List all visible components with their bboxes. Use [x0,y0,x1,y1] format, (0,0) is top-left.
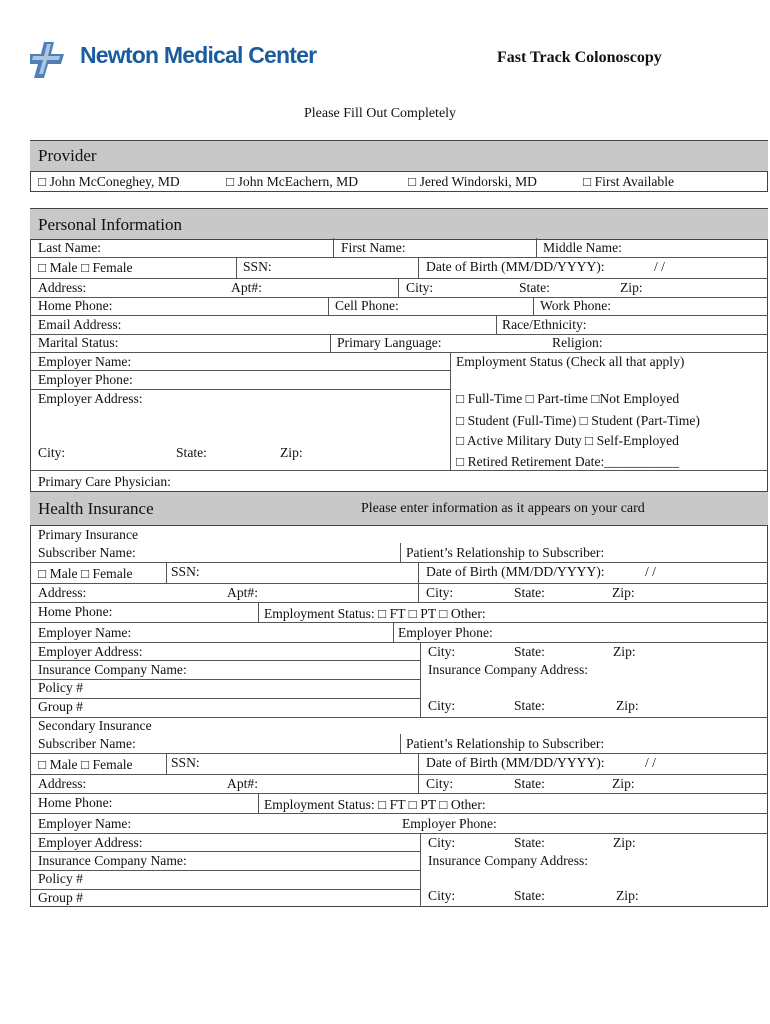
primary-employer-phone-label: Employer Phone: [398,625,493,640]
fill-instruction: Please Fill Out Completely [304,106,457,121]
primary-address-label: Address: [38,585,87,600]
employment-option-row-1[interactable]: □ Full-Time □ Part-time □Not Employed [456,391,680,406]
primary-company-state-label: State: [514,698,545,713]
secondary-ssn-label: SSN: [171,755,200,770]
apt-label: Apt#: [231,280,262,295]
secondary-relationship-label: Patient’s Relationship to Subscriber: [406,736,605,751]
secondary-employer-name-label: Employer Name: [38,816,132,831]
primary-ssn-label: SSN: [171,564,200,579]
primary-city-label: City: [426,585,454,600]
secondary-subscriber-label: Subscriber Name: [38,736,136,751]
secondary-address-label: Address: [38,776,87,791]
religion-label: Religion: [552,335,603,350]
email-label: Email Address: [38,317,122,332]
secondary-apt-label: Apt#: [227,776,258,791]
brand-name: Newton Medical Center [80,42,317,68]
secondary-state-label: State: [514,776,545,791]
employer-city-label: City: [38,445,66,460]
primary-company-city-label: City: [428,698,456,713]
secondary-sex-checkboxes[interactable]: □ Male □ Female [38,757,133,772]
primary-dob-label: Date of Birth (MM/DD/YYYY): [426,564,605,579]
primary-company-address-label: Insurance Company Address: [428,662,589,677]
primary-employer-name-label: Employer Name: [38,625,132,640]
provider-header [30,140,768,172]
employer-state-label: State: [176,445,207,460]
secondary-city-label: City: [426,776,454,791]
primary-home-phone-label: Home Phone: [38,604,113,619]
secondary-home-phone-label: Home Phone: [38,795,113,810]
home-phone-label: Home Phone: [38,298,113,313]
employer-name-label: Employer Name: [38,354,132,369]
provider-option-first-available[interactable]: □ First Available [583,174,675,189]
middle-name-label: Middle Name: [543,240,622,255]
primary-subscriber-label: Subscriber Name: [38,545,136,560]
personal-title: Personal Information [38,215,182,234]
employment-option-row-3[interactable]: □ Active Military Duty □ Self-Employed [456,433,679,448]
secondary-dob-label: Date of Birth (MM/DD/YYYY): [426,755,605,770]
secondary-company-state-label: State: [514,888,545,903]
zip-label: Zip: [620,280,643,295]
secondary-insurance-label: Secondary Insurance [38,718,152,733]
form-title: Fast Track Colonoscopy [497,49,662,66]
primary-company-name-label: Insurance Company Name: [38,662,187,677]
secondary-policy-label: Policy # [38,871,83,886]
primary-dob-slashes: / / [645,564,656,579]
work-phone-label: Work Phone: [540,298,612,313]
sex-checkboxes[interactable]: □ Male □ Female [38,260,133,275]
primary-employment-status[interactable]: Employment Status: □ FT □ PT □ Other: [264,606,486,621]
secondary-employer-phone-label: Employer Phone: [402,816,497,831]
insurance-note: Please enter information as it appears on your card [361,501,645,516]
city-label: City: [406,280,434,295]
secondary-employer-address-label: Employer Address: [38,835,143,850]
primary-sex-checkboxes[interactable]: □ Male □ Female [38,566,133,581]
primary-relationship-label: Patient’s Relationship to Subscriber: [406,545,605,560]
language-label: Primary Language: [337,335,442,350]
ssn-label: SSN: [243,259,272,274]
last-name-label: Last Name: [38,240,102,255]
cell-phone-label: Cell Phone: [335,298,399,313]
primary-zip-label: Zip: [612,585,635,600]
secondary-company-name-label: Insurance Company Name: [38,853,187,868]
secondary-employer-state-label: State: [514,835,545,850]
provider-option-windorski[interactable]: □ Jered Windorski, MD [408,174,537,189]
marital-label: Marital Status: [38,335,119,350]
secondary-group-label: Group # [38,890,83,905]
employment-status-label: Employment Status (Check all that apply) [456,354,685,369]
secondary-company-city-label: City: [428,888,456,903]
primary-insurance-label: Primary Insurance [38,527,139,542]
secondary-employer-city-label: City: [428,835,456,850]
insurance-title: Health Insurance [38,499,154,518]
employment-option-row-4[interactable]: □ Retired Retirement Date:___________ [456,454,680,469]
primary-employer-address-label: Employer Address: [38,644,143,659]
employer-address-label: Employer Address: [38,391,143,406]
primary-state-label: State: [514,585,545,600]
address-label: Address: [38,280,87,295]
primary-company-zip-label: Zip: [616,698,639,713]
pcp-label: Primary Care Physician: [38,474,171,489]
primary-apt-label: Apt#: [227,585,258,600]
dob-label: Date of Birth (MM/DD/YYYY): [426,259,605,274]
primary-group-label: Group # [38,699,83,714]
secondary-employment-status[interactable]: Employment Status: □ FT □ PT □ Other: [264,797,486,812]
employer-zip-label: Zip: [280,445,303,460]
employer-phone-label: Employer Phone: [38,372,133,387]
secondary-dob-slashes: / / [645,755,656,770]
secondary-company-address-label: Insurance Company Address: [428,853,589,868]
dob-slashes: / / [654,259,665,274]
logo-cross-icon [30,40,70,80]
primary-employer-state-label: State: [514,644,545,659]
state-label: State: [519,280,550,295]
first-name-label: First Name: [341,240,406,255]
employment-option-row-2[interactable]: □ Student (Full-Time) □ Student (Part-Time) [456,413,700,428]
provider-option-mcconeghey[interactable]: □ John McConeghey, MD [38,174,180,189]
primary-employer-zip-label: Zip: [613,644,636,659]
race-label: Race/Ethnicity: [502,317,587,332]
secondary-company-zip-label: Zip: [616,888,639,903]
provider-title: Provider [38,146,97,165]
primary-policy-label: Policy # [38,680,83,695]
secondary-zip-label: Zip: [612,776,635,791]
primary-employer-city-label: City: [428,644,456,659]
provider-option-mceachern[interactable]: □ John McEachern, MD [226,174,359,189]
secondary-employer-zip-label: Zip: [613,835,636,850]
